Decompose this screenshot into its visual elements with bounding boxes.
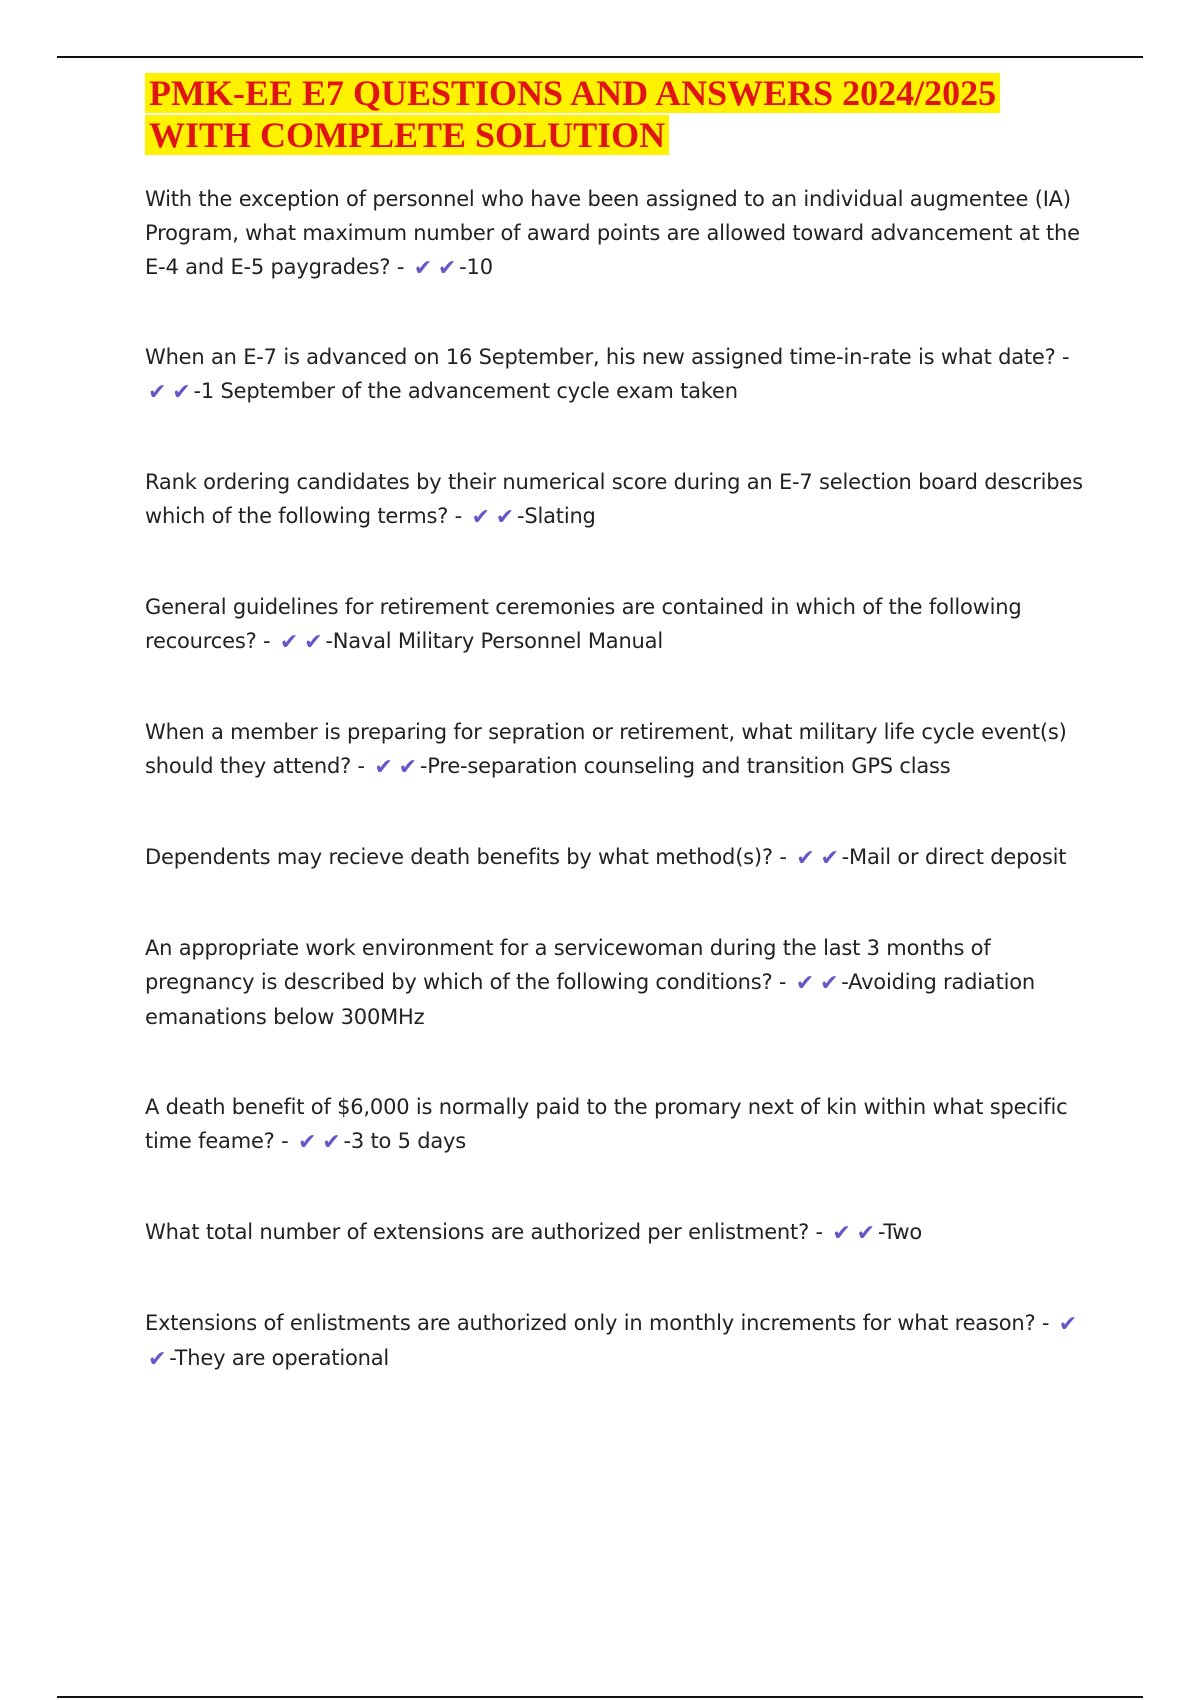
checkmark-icon: ✔ [172, 380, 191, 405]
checkmark-icon: ✔ [819, 971, 839, 996]
checkmark-icon: ✔ [495, 505, 514, 530]
answer-text: -Naval Military Personnel Manual [325, 629, 663, 653]
qa-item [145, 465, 1085, 534]
qa-item [145, 1090, 1085, 1159]
answer-text: -They are operational [169, 1346, 390, 1370]
qa-item [145, 1215, 1085, 1250]
answer-text: -3 to 5 days [343, 1129, 467, 1153]
checkmark-icon: ✔ [398, 755, 417, 780]
checkmark-icon: ✔ [148, 1347, 167, 1372]
checkmark-icon: ✔ [374, 755, 393, 780]
answer-text: -Slating [516, 504, 596, 528]
question-text: Dependents may recieve death benefits by what method(s)? - [145, 845, 787, 869]
question-text: What total number of extensions are authorized per enlistment? - [145, 1220, 823, 1244]
checkmark-icon: ✔ [1058, 1312, 1077, 1337]
answer-text: -Pre-separation counseling and transition GPS class [419, 754, 951, 778]
question-text: When a member is preparing for sepration or retirement, what military life cycle event(s) should they attend? - [145, 720, 1067, 778]
answer-text: -Two [877, 1220, 923, 1244]
qa-item [145, 715, 1085, 784]
answer-text: -10 [459, 255, 493, 279]
checkmark-icon: ✔ [856, 1221, 875, 1246]
checkmark-icon: ✔ [471, 505, 490, 530]
qa-item [145, 340, 1085, 409]
qa-item [145, 840, 1085, 875]
question-text: Rank ordering candidates by their numerical score during an E-7 selection board describes which of the following terms? - [145, 470, 1083, 528]
question-text: Extensions of enlistments are authorized only in monthly increments for what reason? - [145, 1311, 1050, 1335]
title-line-1: PMK-EE E7 QUESTIONS AND ANSWERS 2024/2025 [149, 73, 997, 113]
checkmark-icon: ✔ [437, 256, 457, 281]
qa-item [145, 182, 1085, 285]
checkmark-icon: ✔ [795, 971, 814, 996]
document-title [145, 72, 1085, 156]
checkmark-icon: ✔ [796, 846, 815, 871]
checkmark-icon: ✔ [820, 846, 839, 871]
checkmark-icon: ✔ [148, 380, 167, 405]
checkmark-icon: ✔ [304, 630, 323, 655]
answer-text: -Mail or direct deposit [841, 845, 1067, 869]
question-text: A death benefit of $6,000 is normally paid to the promary next of kin within what specific time feame? - [145, 1095, 1068, 1153]
checkmark-icon: ✔ [832, 1221, 851, 1246]
bottom-rule [57, 1696, 1143, 1698]
qa-item [145, 931, 1085, 1034]
checkmark-icon: ✔ [297, 1130, 317, 1155]
question-text: When an E-7 is advanced on 16 September, his new assigned time-in-rate is what date? - [145, 345, 1070, 369]
qa-item [145, 590, 1085, 659]
document-body [145, 72, 1085, 1376]
qa-item [145, 1306, 1085, 1376]
question-text: An appropriate work environment for a servicewoman during the last 3 months of pregnancy is described by which of the following conditions? - [145, 936, 991, 994]
question-text: General guidelines for retirement ceremonies are contained in which of the following recources? - [145, 595, 1022, 653]
checkmark-icon: ✔ [279, 630, 299, 655]
checkmark-icon: ✔ [322, 1130, 341, 1155]
checkmark-icon: ✔ [413, 256, 432, 281]
question-text: With the exception of personnel who have been assigned to an individual augmentee (IA) Program, what maximum number of award points are allowed toward advancement at the E-4 and E-5 paygrades? - [145, 187, 1080, 279]
top-rule [57, 56, 1143, 58]
answer-text: -1 September of the advancement cycle exam taken [193, 379, 738, 403]
answer-text: -Avoiding radiation emanations below 300MHz [145, 970, 1036, 1029]
title-line-2: WITH COMPLETE SOLUTION [149, 115, 666, 155]
